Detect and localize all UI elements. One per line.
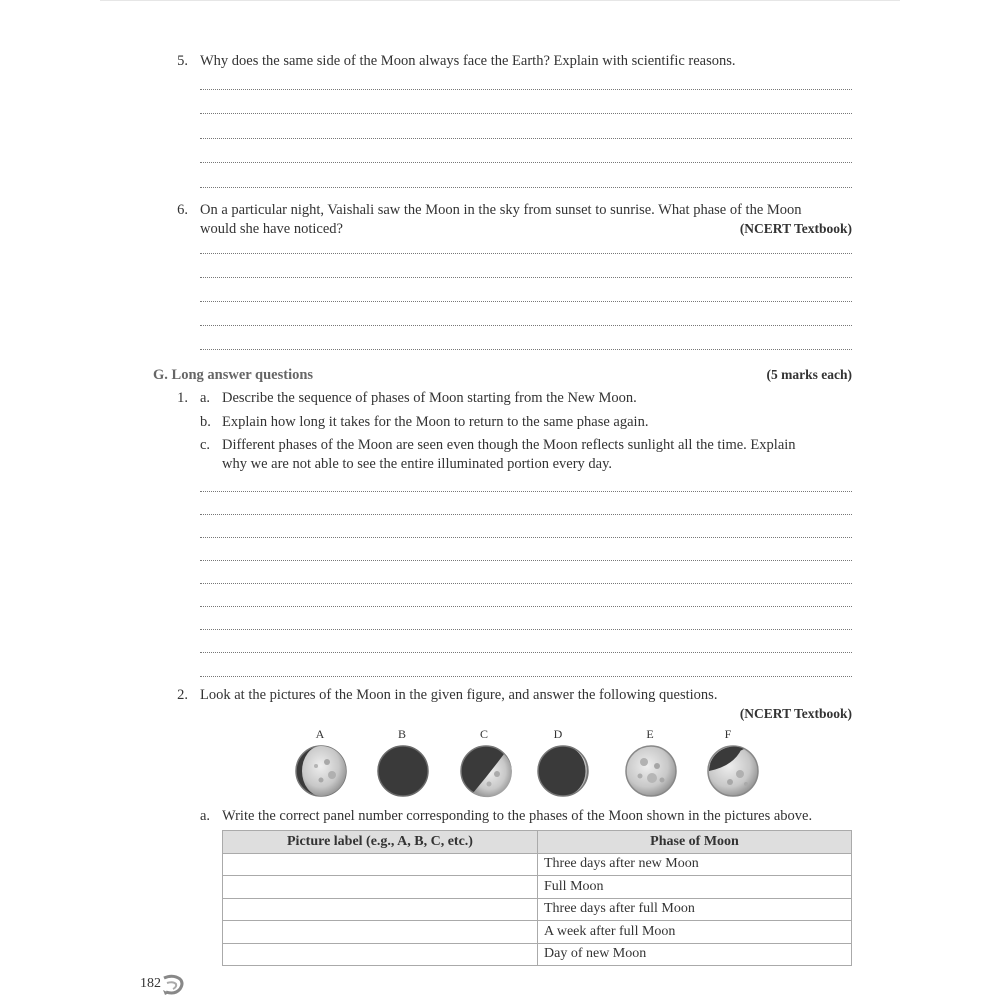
answer-line[interactable] bbox=[200, 652, 852, 653]
answer-cell[interactable] bbox=[223, 876, 538, 899]
table-row bbox=[223, 898, 852, 921]
answer-line[interactable] bbox=[200, 676, 852, 677]
moon-label-d: D bbox=[553, 727, 563, 741]
moon-f-icon bbox=[706, 744, 760, 798]
answer-line[interactable] bbox=[200, 629, 852, 630]
answer-line[interactable] bbox=[200, 301, 852, 302]
phase-cell: A week after full Moon bbox=[538, 921, 852, 944]
subpart-label: b. bbox=[200, 414, 211, 430]
answer-line[interactable] bbox=[200, 187, 852, 188]
answer-line[interactable] bbox=[200, 89, 852, 90]
table-header-phase: Phase of Moon bbox=[538, 831, 852, 854]
moon-b-icon bbox=[376, 744, 430, 798]
answer-cell[interactable] bbox=[223, 943, 538, 966]
phase-cell: Three days after full Moon bbox=[538, 898, 852, 921]
answer-line[interactable] bbox=[200, 606, 852, 607]
table-row bbox=[223, 943, 852, 966]
table-row bbox=[223, 876, 852, 899]
answer-line[interactable] bbox=[200, 514, 852, 515]
question-5-text: Why does the same side of the Moon always face the Earth? Explain with scientific reasons. bbox=[200, 53, 736, 69]
table-row bbox=[223, 853, 852, 876]
table-header-picture-label: Picture label (e.g., A, B, C, etc.) bbox=[223, 831, 538, 854]
question-1c-text-line1: Different phases of the Moon are seen even though the Moon reflects sunlight all the time. Explain bbox=[222, 437, 796, 453]
phase-answer-table bbox=[222, 830, 852, 966]
answer-line[interactable] bbox=[200, 491, 852, 492]
marks-tag: (5 marks each) bbox=[766, 367, 852, 382]
question-6-text-line2: would she have noticed? bbox=[200, 221, 343, 237]
source-tag: (NCERT Textbook) bbox=[739, 221, 852, 236]
answer-line[interactable] bbox=[200, 162, 852, 163]
answer-line[interactable] bbox=[200, 138, 852, 139]
answer-cell[interactable] bbox=[223, 921, 538, 944]
question-2a-text: Write the correct panel number corresponding to the phases of the Moon shown in the pictures above. bbox=[222, 808, 813, 824]
section-heading: G. Long answer questions bbox=[153, 367, 314, 383]
subpart-label: a. bbox=[200, 808, 211, 824]
answer-line[interactable] bbox=[200, 253, 852, 254]
answer-line[interactable] bbox=[200, 113, 852, 114]
answer-cell[interactable] bbox=[223, 898, 538, 921]
answer-line[interactable] bbox=[200, 560, 852, 561]
subpart-label: c. bbox=[200, 437, 211, 453]
question-5-number: 5. bbox=[177, 53, 188, 69]
page-top-rule bbox=[100, 0, 900, 1]
page-logo-icon bbox=[161, 974, 185, 996]
source-tag: (NCERT Textbook) bbox=[739, 706, 852, 721]
moon-label-c: C bbox=[479, 727, 488, 741]
moon-c-icon bbox=[459, 744, 513, 798]
moon-e-icon bbox=[624, 744, 678, 798]
question-1c-text-line2: why we are not able to see the entire illuminated portion every day. bbox=[222, 456, 613, 472]
page-number: 182 bbox=[140, 976, 161, 991]
moon-label-f: F bbox=[724, 727, 732, 741]
table-header-row bbox=[223, 831, 852, 854]
question-1a-text: Describe the sequence of phases of Moon starting from the New Moon. bbox=[222, 390, 637, 406]
moon-label-a: A bbox=[315, 727, 325, 741]
moon-d-icon bbox=[536, 744, 590, 798]
answer-line[interactable] bbox=[200, 537, 852, 538]
question-1-number: 1. bbox=[177, 390, 188, 406]
question-1b-text: Explain how long it takes for the Moon to return to the same phase again. bbox=[222, 414, 649, 430]
answer-line[interactable] bbox=[200, 325, 852, 326]
phase-cell: Three days after new Moon bbox=[538, 853, 852, 876]
table-row bbox=[223, 921, 852, 944]
subpart-label: a. bbox=[200, 390, 211, 406]
question-2-text: Look at the pictures of the Moon in the given figure, and answer the following questions. bbox=[200, 687, 718, 703]
answer-line[interactable] bbox=[200, 277, 852, 278]
moon-label-e: E bbox=[646, 727, 654, 741]
question-6-number: 6. bbox=[177, 202, 188, 218]
question-2-number: 2. bbox=[177, 687, 188, 703]
question-6-text-line1: On a particular night, Vaishali saw the Moon in the sky from sunset to sunrise. What phase of the Moon bbox=[200, 202, 802, 218]
moon-label-b: B bbox=[397, 727, 406, 741]
answer-cell[interactable] bbox=[223, 853, 538, 876]
phase-cell: Day of new Moon bbox=[538, 943, 852, 966]
phase-cell: Full Moon bbox=[538, 876, 852, 899]
moon-a-icon bbox=[294, 744, 348, 798]
answer-line[interactable] bbox=[200, 583, 852, 584]
answer-line[interactable] bbox=[200, 349, 852, 350]
